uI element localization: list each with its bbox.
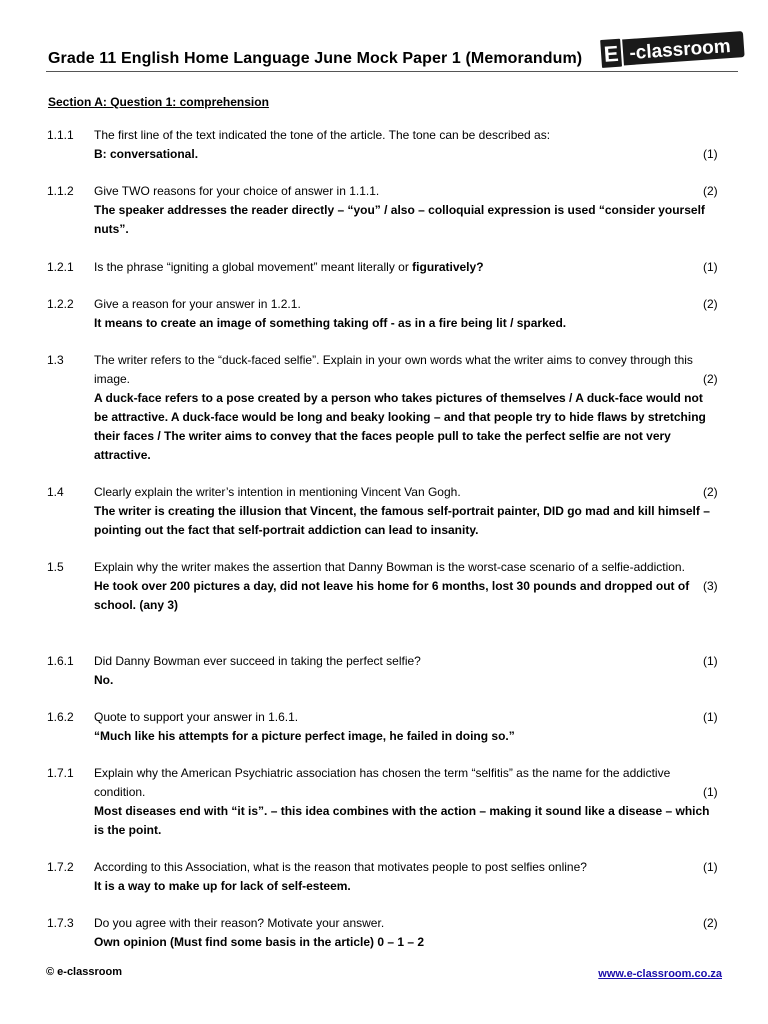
svg-text:-classroom: -classroom (628, 36, 732, 65)
question-text: Quote to support your answer in 1.6.1. (94, 710, 299, 724)
marks: (2) (703, 297, 718, 311)
answer-text: The speaker addresses the reader directly – “you” / also – colloquial expression is used “consider yourself nuts”. (94, 203, 705, 236)
marks: (2) (703, 372, 718, 386)
footer-website-link[interactable]: www.e-classroom.co.za (598, 968, 722, 980)
question-number: 1.1.1 (47, 128, 74, 142)
question-number: 1.4 (47, 485, 64, 499)
question-text: Clearly explain the writer’s intention in mentioning Vincent Van Gogh. (94, 485, 461, 499)
question-text-emphasis: figuratively? (412, 260, 484, 274)
answer-text: The writer is creating the illusion that Vincent, the famous self-portrait painter, DID go mad and kill himself – pointing out the fact that self-portrait addiction can lead to insanity. (94, 504, 710, 537)
footer-copyright: © e-classroom (46, 966, 122, 978)
answer-text: It is a way to make up for lack of self-esteem. (94, 879, 351, 893)
question-number: 1.7.1 (47, 766, 74, 780)
question-number: 1.3 (47, 353, 64, 367)
question-text: According to this Association, what is the reason that motivates people to post selfies online? (94, 860, 587, 874)
question-text: The first line of the text indicated the tone of the article. The tone can be described as: (94, 128, 551, 142)
marks: (1) (703, 785, 718, 799)
marks: (1) (703, 710, 718, 724)
marks: (1) (703, 147, 718, 161)
answer-text: “Much like his attempts for a picture perfect image, he failed in doing so.” (94, 729, 515, 743)
eclassroom-logo (598, 30, 748, 70)
marks: (1) (703, 860, 718, 874)
question-number: 1.7.2 (47, 860, 74, 874)
question-number: 1.2.1 (47, 260, 74, 274)
marks: (2) (703, 184, 718, 198)
marks: (1) (703, 654, 718, 668)
answer-text: No. (94, 673, 114, 687)
question-text: Explain why the writer makes the assertion that Danny Bowman is the worst-case scenario of a selfie-addiction. (94, 560, 685, 574)
question-text: Did Danny Bowman ever succeed in taking the perfect selfie? (94, 654, 421, 668)
question-number: 1.6.2 (47, 710, 74, 724)
question-text: The writer refers to the “duck-faced selfie”. Explain in your own words what the writer aims to convey through this image. (94, 353, 693, 386)
marks: (3) (703, 579, 718, 593)
question-text: Give a reason for your answer in 1.2.1. (94, 297, 301, 311)
marks: (1) (703, 260, 718, 274)
header-divider (46, 71, 738, 72)
question-text: Do you agree with their reason? Motivate your answer. (94, 916, 385, 930)
answer-text: B: conversational. (94, 147, 199, 161)
page-title: Grade 11 English Home Language June Mock Paper 1 (Memorandum) (48, 50, 583, 67)
section-title: Section A: Question 1: comprehension (48, 95, 269, 109)
question-number: 1.2.2 (47, 297, 74, 311)
marks: (2) (703, 485, 718, 499)
answer-text: Most diseases end with “it is”. – this idea combines with the action – making it sound like a disease – which is the point. (94, 804, 710, 837)
question-number: 1.7.3 (47, 916, 74, 930)
answer-text: It means to create an image of something taking off - as in a fire being lit / sparked. (94, 316, 567, 330)
question-text: Explain why the American Psychiatric association has chosen the term “selfitis” as the name for the addictive condition. (94, 766, 671, 799)
svg-text:E: E (602, 40, 620, 67)
answer-text: Own opinion (Must find some basis in the article) 0 – 1 – 2 (94, 935, 425, 949)
question-text: Is the phrase “igniting a global movement” meant literally or (94, 260, 409, 274)
answer-text: A duck-face refers to a pose created by a person who takes pictures of themselves / A duck-face would not be attractive. A duck-face would be long and beaky looking – and that people try to hide flaws by stretching their faces / The writer aims to convey that the faces people pull to take the perfect selfie are not very attractive. (94, 391, 706, 462)
question-number: 1.6.1 (47, 654, 74, 668)
question-number: 1.5 (47, 560, 64, 574)
question-number: 1.1.2 (47, 184, 74, 198)
question-text: Give TWO reasons for your choice of answer in 1.1.1. (94, 184, 380, 198)
marks: (2) (703, 916, 718, 930)
answer-text: He took over 200 pictures a day, did not leave his home for 6 months, lost 30 pounds and dropped out of school. (any 3) (94, 579, 690, 612)
